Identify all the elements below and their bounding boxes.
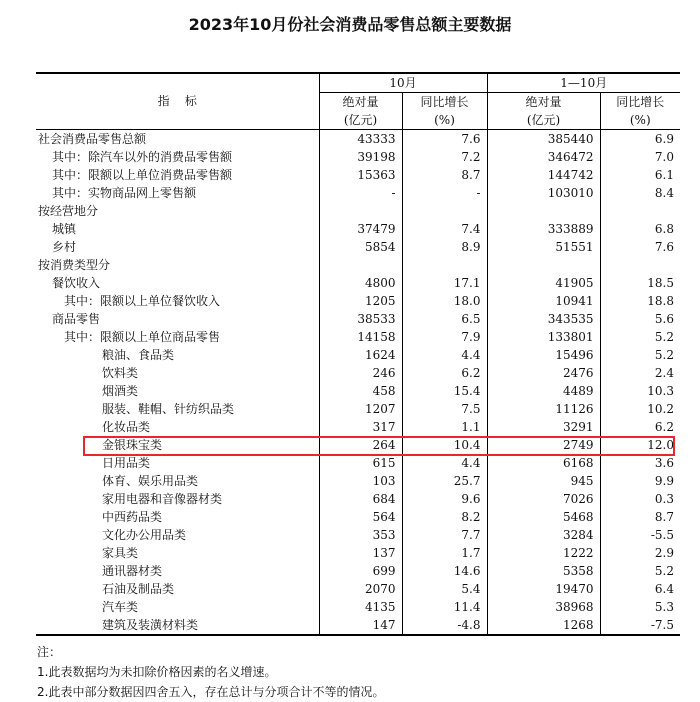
month-yoy-cell: 10.4 (402, 436, 487, 454)
month-abs-cell: 14158 (319, 328, 402, 346)
row-label: 按消费类型分 (38, 257, 111, 272)
month-yoy-cell: - (402, 184, 487, 202)
cumulative-abs-cell: 133801 (487, 328, 600, 346)
row-label: 服装、鞋帽、针纺织品类 (102, 401, 235, 416)
cumulative-abs-cell: 4489 (487, 382, 600, 400)
month-abs-cell: 615 (319, 454, 402, 472)
cumulative-yoy-cell: 6.1 (600, 166, 680, 184)
month-abs-cell: 1624 (319, 346, 402, 364)
table-row (36, 400, 680, 418)
row-label: 其中：限额以上单位商品零售 (64, 329, 221, 344)
table-row (36, 436, 680, 454)
row-label: 汽车类 (102, 599, 139, 614)
table-row (36, 184, 680, 202)
month-yoy-cell: 8.7 (402, 166, 487, 184)
month-abs-cell: 137 (319, 544, 402, 562)
table-row (36, 328, 680, 346)
month-abs-cell: 458 (319, 382, 402, 400)
row-label: 日用品类 (102, 455, 151, 470)
retail-sales-table (36, 72, 680, 636)
month-abs-cell: 38533 (319, 310, 402, 328)
month-yoy-cell: 7.9 (402, 328, 487, 346)
month-yoy-cell: 8.9 (402, 238, 487, 256)
cumulative-yoy-cell: 5.3 (600, 598, 680, 616)
table-row (36, 508, 680, 526)
month-abs-cell: 15363 (319, 166, 402, 184)
page-title: 2023年10月份社会消费品零售总额主要数据 (188, 15, 512, 34)
table-header (36, 73, 680, 130)
cumulative-yoy-cell: 10.3 (600, 382, 680, 400)
month-yoy-cell: 6.2 (402, 364, 487, 382)
cumulative-yoy-cell: 12.0 (600, 436, 680, 454)
table-row (36, 364, 680, 382)
cumulative-abs-cell: 19470 (487, 580, 600, 598)
month-yoy-cell: 11.4 (402, 598, 487, 616)
row-label: 通讯器材类 (102, 563, 163, 578)
row-label: 其中：实物商品网上零售额 (52, 185, 197, 200)
cumulative-abs-cell: 41905 (487, 274, 600, 292)
month-abs-cell: 103 (319, 472, 402, 490)
month-abs-cell: 2070 (319, 580, 402, 598)
row-label: 家用电器和音像器材类 (102, 491, 223, 506)
cumulative-yoy-cell: 6.4 (600, 580, 680, 598)
month-yoy-cell (402, 256, 487, 274)
table-row (36, 418, 680, 436)
month-yoy-cell: -4.8 (402, 616, 487, 635)
month-abs-cell: 39198 (319, 148, 402, 166)
table-row (36, 238, 680, 256)
cumulative-abs-cell: 51551 (487, 238, 600, 256)
month-abs-cell: 317 (319, 418, 402, 436)
table-row (36, 472, 680, 490)
table-row (36, 292, 680, 310)
month-abs-cell: 43333 (319, 130, 402, 149)
cumulative-abs-cell: 5468 (487, 508, 600, 526)
cumulative-abs-cell: 945 (487, 472, 600, 490)
table-body (36, 130, 680, 636)
row-label: 餐饮收入 (52, 275, 101, 290)
row-label: 金银珠宝类 (102, 437, 163, 452)
yoy-unit: (%) (402, 111, 487, 130)
month-yoy-cell: 4.4 (402, 346, 487, 364)
table-row (36, 202, 680, 220)
month-yoy-cell: 14.6 (402, 562, 487, 580)
cumulative-abs-cell: 1222 (487, 544, 600, 562)
row-label: 家具类 (102, 545, 139, 560)
cumulative-yoy-cell: 5.2 (600, 346, 680, 364)
month-yoy-cell: 4.4 (402, 454, 487, 472)
row-label: 石油及制品类 (102, 581, 175, 596)
abs-header: 绝对量 (487, 93, 600, 112)
month-abs-cell: 1205 (319, 292, 402, 310)
month-yoy-cell: 15.4 (402, 382, 487, 400)
table-row (36, 526, 680, 544)
row-label: 其中：除汽车以外的消费品零售额 (52, 149, 233, 164)
month-abs-cell (319, 256, 402, 274)
cumulative-abs-cell: 333889 (487, 220, 600, 238)
row-label: 中西药品类 (102, 509, 163, 524)
month-abs-cell: 4135 (319, 598, 402, 616)
month-yoy-cell: 8.2 (402, 508, 487, 526)
row-label: 化妆品类 (102, 419, 151, 434)
cumulative-abs-cell: 6168 (487, 454, 600, 472)
indicator-header: 指 标 (36, 73, 319, 130)
cumulative-abs-cell: 5358 (487, 562, 600, 580)
cumulative-yoy-cell: 6.9 (600, 130, 680, 149)
cumulative-yoy-cell: 3.6 (600, 454, 680, 472)
month-yoy-cell: 9.6 (402, 490, 487, 508)
cumulative-abs-cell: 3291 (487, 418, 600, 436)
cumulative-yoy-cell: 7.0 (600, 148, 680, 166)
cumulative-abs-cell (487, 256, 600, 274)
table-row (36, 454, 680, 472)
row-label: 烟酒类 (102, 383, 139, 398)
cumulative-abs-cell: 15496 (487, 346, 600, 364)
cumulative-yoy-cell: 2.9 (600, 544, 680, 562)
table-row (36, 166, 680, 184)
cumulative-abs-cell: 2476 (487, 364, 600, 382)
cumulative-yoy-cell: 18.8 (600, 292, 680, 310)
notes-heading: 注： (37, 645, 62, 659)
cumulative-yoy-cell: -7.5 (600, 616, 680, 635)
row-label: 文化办公用品类 (102, 527, 187, 542)
cumulative-yoy-cell: 8.7 (600, 508, 680, 526)
cumulative-abs-cell: 103010 (487, 184, 600, 202)
yoy-header: 同比增长 (402, 93, 487, 112)
row-label: 其中：限额以上单位消费品零售额 (52, 167, 233, 182)
cumulative-yoy-cell: 0.3 (600, 490, 680, 508)
row-label: 乡村 (52, 239, 77, 254)
row-label: 社会消费品零售总额 (38, 131, 147, 146)
month-yoy-cell: 7.6 (402, 130, 487, 149)
month-abs-cell: 353 (319, 526, 402, 544)
abs-unit: (亿元) (487, 111, 600, 130)
table-row (36, 562, 680, 580)
month-abs-cell: 564 (319, 508, 402, 526)
month-abs-cell: 147 (319, 616, 402, 635)
table-row (36, 130, 680, 149)
note-2: 2.此表中部分数据因四舍五入，存在总计与分项合计不等的情况。 (37, 685, 385, 699)
table-row (36, 256, 680, 274)
cumulative-yoy-cell: 9.9 (600, 472, 680, 490)
abs-header: 绝对量 (319, 93, 402, 112)
month-yoy-cell: 18.0 (402, 292, 487, 310)
cumulative-yoy-cell (600, 256, 680, 274)
cumulative-yoy-cell: 18.5 (600, 274, 680, 292)
cumulative-yoy-cell: 5.6 (600, 310, 680, 328)
cumulative-abs-cell: 2749 (487, 436, 600, 454)
abs-unit: (亿元) (319, 111, 402, 130)
row-label: 商品零售 (52, 311, 101, 326)
table-row (36, 544, 680, 562)
yoy-unit: (%) (600, 111, 680, 130)
cumulative-yoy-cell: 2.4 (600, 364, 680, 382)
month-yoy-cell: 1.1 (402, 418, 487, 436)
month-abs-cell: 4800 (319, 274, 402, 292)
cumulative-yoy-cell: 5.2 (600, 328, 680, 346)
month-yoy-cell: 17.1 (402, 274, 487, 292)
row-label: 建筑及装潢材料类 (36, 616, 319, 635)
cumulative-abs-cell: 144742 (487, 166, 600, 184)
month-abs-cell (319, 202, 402, 220)
month-yoy-cell: 7.7 (402, 526, 487, 544)
month-yoy-cell: 7.4 (402, 220, 487, 238)
row-label: 粮油、食品类 (102, 347, 175, 362)
table-row (36, 274, 680, 292)
cumulative-yoy-cell: 8.4 (600, 184, 680, 202)
cumulative-abs-cell: 385440 (487, 130, 600, 149)
month-yoy-cell: 25.7 (402, 472, 487, 490)
cumulative-yoy-cell: 5.2 (600, 562, 680, 580)
period-header-cumulative: 1—10月 (487, 73, 680, 93)
cumulative-yoy-cell: 7.6 (600, 238, 680, 256)
cumulative-abs-cell: 343535 (487, 310, 600, 328)
cumulative-abs-cell: 7026 (487, 490, 600, 508)
cumulative-abs-cell: 346472 (487, 148, 600, 166)
month-yoy-cell: 1.7 (402, 544, 487, 562)
cumulative-yoy-cell: 6.8 (600, 220, 680, 238)
month-yoy-cell (402, 202, 487, 220)
month-abs-cell: 699 (319, 562, 402, 580)
cumulative-yoy-cell: 10.2 (600, 400, 680, 418)
month-yoy-cell: 7.5 (402, 400, 487, 418)
month-yoy-cell: 7.2 (402, 148, 487, 166)
month-yoy-cell: 5.4 (402, 580, 487, 598)
table-row (36, 616, 680, 635)
yoy-header: 同比增长 (600, 93, 680, 112)
table-row (36, 382, 680, 400)
cumulative-abs-cell: 10941 (487, 292, 600, 310)
month-abs-cell: - (319, 184, 402, 202)
row-label: 其中：限额以上单位餐饮收入 (64, 293, 221, 308)
cumulative-yoy-cell: 6.2 (600, 418, 680, 436)
note-1: 1.此表数据均为未扣除价格因素的名义增速。 (37, 665, 277, 679)
row-label: 城镇 (52, 221, 77, 236)
month-abs-cell: 37479 (319, 220, 402, 238)
row-label: 按经营地分 (38, 203, 99, 218)
month-yoy-cell: 6.5 (402, 310, 487, 328)
month-abs-cell: 264 (319, 436, 402, 454)
cumulative-abs-cell: 3284 (487, 526, 600, 544)
notes (37, 642, 384, 702)
month-abs-cell: 246 (319, 364, 402, 382)
cumulative-yoy-cell: -5.5 (600, 526, 680, 544)
table-row (36, 346, 680, 364)
table-row (36, 148, 680, 166)
period-header-month: 10月 (319, 73, 487, 93)
table-row (36, 580, 680, 598)
month-abs-cell: 5854 (319, 238, 402, 256)
row-label: 体育、娱乐用品类 (102, 473, 199, 488)
table-row (36, 598, 680, 616)
cumulative-abs-cell: 38968 (487, 598, 600, 616)
month-abs-cell: 684 (319, 490, 402, 508)
row-label: 饮料类 (102, 365, 139, 380)
cumulative-abs-cell: 11126 (487, 400, 600, 418)
month-abs-cell: 1207 (319, 400, 402, 418)
cumulative-yoy-cell (600, 202, 680, 220)
table-row (36, 310, 680, 328)
cumulative-abs-cell (487, 202, 600, 220)
table-row (36, 220, 680, 238)
table-row (36, 490, 680, 508)
cumulative-abs-cell: 1268 (487, 616, 600, 635)
